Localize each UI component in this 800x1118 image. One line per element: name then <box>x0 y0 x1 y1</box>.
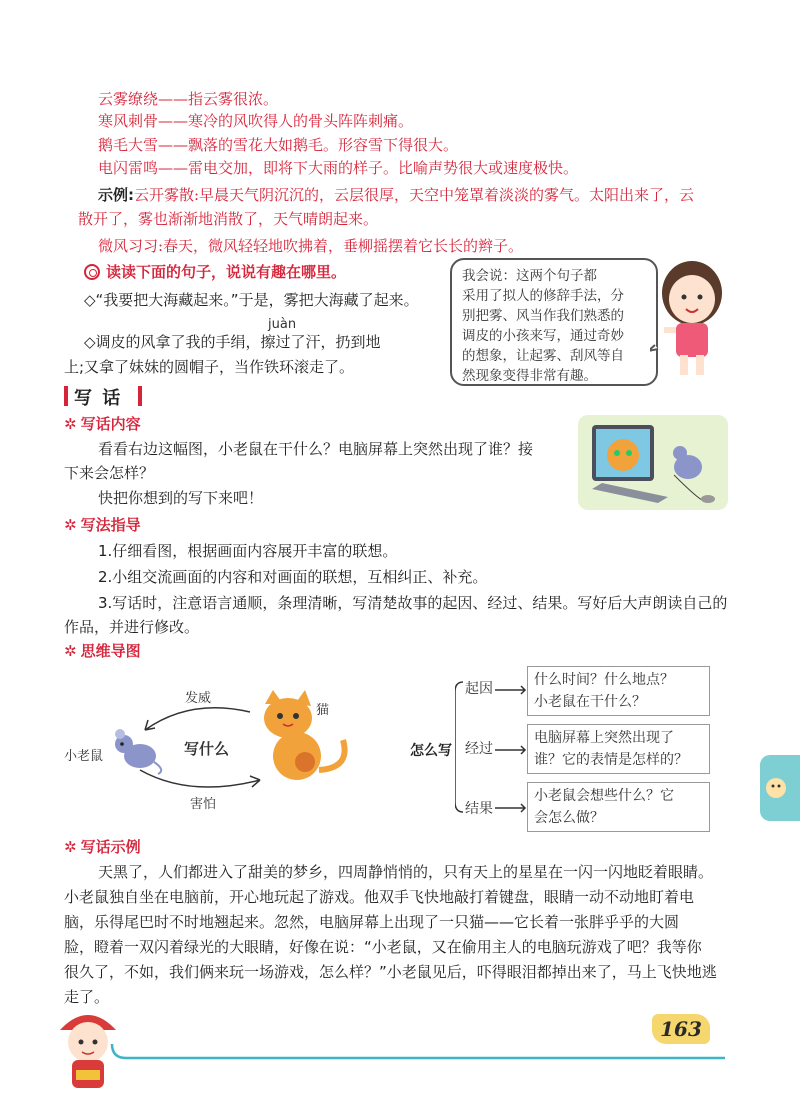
sample-line-3: 脑，乐得尾巴时不时地翘起来。忽然，电脑屏幕上出现了一只猫——它长着一张胖乎乎的大圆 <box>64 913 680 931</box>
sample-line-5: 很久了，不如，我们俩来玩一场游戏，怎么样？”小老鼠见后，吓得眼泪都掉出来了，马上飞快地逃 <box>64 963 717 981</box>
read-sentence-1: ◇“我要把大海藏起来。”于是，雾把大海藏了起来。 <box>84 291 419 309</box>
branch-box-cause: 什么时间？什么地点？ 小老鼠在干什么？ <box>527 666 710 716</box>
branch-label-result: 结果 <box>465 801 493 817</box>
arrow-label-bottom: 害怕 <box>190 797 217 812</box>
page-number-badge <box>652 1014 710 1044</box>
guide-4: 作品，并进行修改。 <box>64 618 200 636</box>
sample-line-4: 脸，瞪着一双闪着绿光的大眼睛，好像在说：“小老鼠，又在偷用主人的电脑玩游戏了吧？我等你 <box>64 938 702 956</box>
arrow-label-top: 发威 <box>185 691 212 706</box>
guide-heading: ✲ 写法指导 <box>64 516 141 534</box>
branch-label-cause: 起因 <box>465 681 493 697</box>
guide-1: 1.仔细看图，根据画面内容展开丰富的联想。 <box>98 542 398 560</box>
content-p1b: 下来会怎样？ <box>64 464 155 482</box>
page-number: 163 <box>660 1017 702 1041</box>
branch-box-result: 小老鼠会想些什么？它 会怎么做？ <box>527 782 710 832</box>
face-icon <box>760 755 800 821</box>
speech-bubble: 我会说：这两个句子都 采用了拟人的修辞手法，分 别把雾、风当作我们熟悉的 调皮的小孩来写，通过奇妙 的想象，让起雾、刮风等自 然现象变得非常有趣。 <box>450 258 658 386</box>
content-heading: ✲ 写话内容 <box>64 415 141 433</box>
guide-2: 2.小组交流画面的内容和对画面的联想，互相纠正、补充。 <box>98 568 488 586</box>
pinyin: juàn <box>268 317 297 332</box>
cat-illustration <box>255 690 355 785</box>
mouse-illustration <box>110 726 166 776</box>
mouse-label: 小老鼠 <box>64 749 104 764</box>
footer-line <box>110 1040 730 1070</box>
idiom-3: 鹅毛大雪——飘落的雪花大如鹅毛。形容雪下得很大。 <box>98 136 459 154</box>
center-label: 写什么 <box>184 740 230 758</box>
content-p2: 快把你想到的写下来吧！ <box>98 489 264 507</box>
section-title: 写 话 <box>74 388 123 409</box>
side-tab <box>760 755 800 821</box>
spiral-icon <box>84 264 100 280</box>
how-label: 怎么写 <box>410 743 452 759</box>
branch-box-process: 电脑屏幕上突然出现了 谁？它的表情是怎样的？ <box>527 724 710 774</box>
cat-label: 猫 <box>316 703 330 718</box>
branch-label-process: 经过 <box>465 741 493 757</box>
example-line-1: 示例:云开雾散:早晨天气阴沉沉的，云层很厚，天空中笼罩着淡淡的雾气。太阳出来了，云 <box>98 186 695 204</box>
read-sentence-2b: 上;又拿了妹妹的圆帽子，当作铁环滚走了。 <box>64 358 355 376</box>
mind-heading: ✲ 思维导图 <box>64 642 141 660</box>
content-p1a: 看看右边这幅图，小老鼠在干什么？电脑屏幕上突然出现了谁？接 <box>98 440 534 458</box>
sample-line-1: 天黑了，人们都进入了甜美的梦乡，四周静悄悄的，只有天上的星星在一闪一闪地眨着眼睛。 <box>98 863 714 881</box>
sample-heading: ✲ 写话示例 <box>64 838 141 856</box>
idiom-4: 电闪雷鸣——雷电交加，即将下大雨的样子。比喻声势很大或速度极快。 <box>98 159 579 177</box>
sample-line-2: 小老鼠独自坐在电脑前，开心地玩起了游戏。他双手飞快地敲打着键盘，眼睛一动不动地盯着电 <box>64 888 695 906</box>
laptop-mouse-illustration <box>578 415 728 510</box>
section-title-box <box>64 384 154 408</box>
example-line-2: 散开了，雾也渐渐地消散了，天气晴朗起来。 <box>78 210 379 228</box>
read-sentence-2a: ◇调皮的风拿了我的手绢，擦过了汗，扔到地 <box>84 333 381 351</box>
idiom-2: 寒风刺骨——寒冷的风吹得人的骨头阵阵刺痛。 <box>98 112 414 130</box>
idiom-1: 云雾缭绕——指云雾很浓。 <box>98 90 279 108</box>
read-title: 读读下面的句子，说说有趣在哪里。 <box>106 263 347 281</box>
guide-3: 3.写话时，注意语言通顺，条理清晰，写清楚故事的起因、经过、结果。写好后大声朗读自己的 <box>98 594 728 612</box>
sample-line-6: 走了。 <box>64 988 110 1006</box>
girl-illustration <box>650 255 730 380</box>
example-line-3: 微风习习:春天，微风轻轻地吹拂着，垂柳摇摆着它长长的辫子。 <box>98 237 524 255</box>
